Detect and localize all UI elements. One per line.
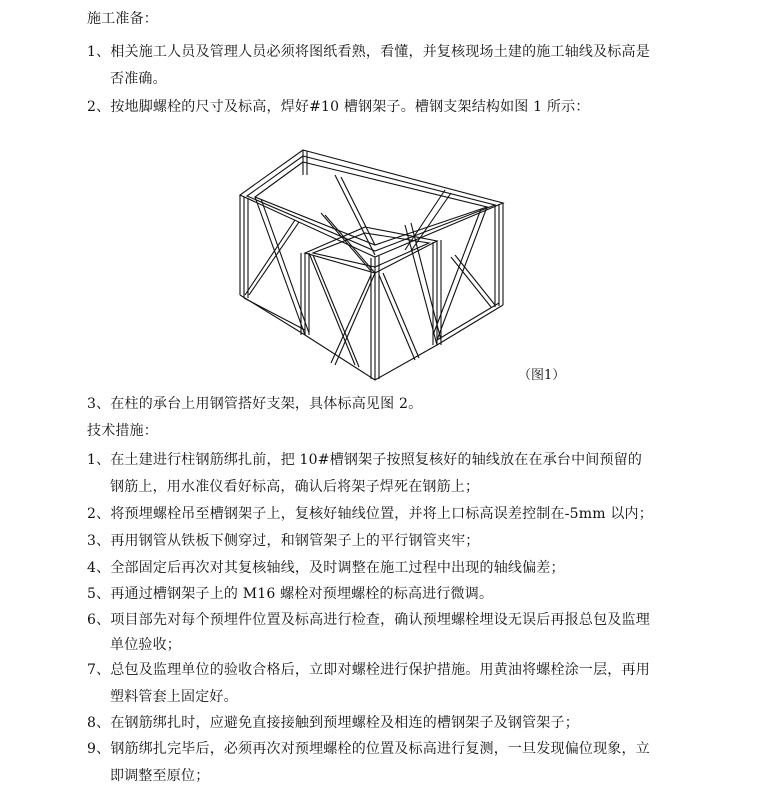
measure-item-1 (87, 451, 642, 469)
measure-item-3 (87, 532, 480, 550)
measure-item-8 (87, 714, 579, 732)
item-number: 9、 (87, 741, 111, 757)
item-number: 1、 (87, 452, 111, 468)
measure-item-2 (87, 505, 653, 523)
item-number: 7、 (87, 662, 111, 678)
item-number: 1、 (87, 44, 111, 60)
prep-item-2 (87, 98, 590, 116)
section-heading-technical-measures: 技术措施： (87, 423, 158, 439)
measure-item-6 (87, 611, 650, 629)
channel-steel-bracket-figure (225, 145, 525, 390)
measure-item-7 (87, 661, 650, 679)
measure-item-7-continuation: 塑料管套上固定好。 (110, 689, 238, 705)
measure-item-4 (87, 559, 565, 577)
figure-caption: （图1） (518, 368, 566, 383)
item-number: 6、 (87, 612, 111, 628)
item-text: 在土建进行柱钢筋绑扎前，把 10#槽钢架子按照复核好的轴线放在在承台中间预留的 (110, 452, 643, 468)
item-text: 钢筋绑扎完毕后，必须再次对预埋螺栓的位置及标高进行复测，一旦发现偏位现象，立 (110, 741, 650, 757)
item-text: 再通过槽钢架子上的 M16 螺栓对预埋螺栓的标高进行微调。 (110, 586, 494, 602)
item-number: 3、 (87, 533, 111, 549)
item-number: 2、 (87, 506, 111, 522)
measure-item-9-continuation: 即调整至原位； (110, 768, 210, 784)
item-text: 相关施工人员及管理人员必须将图纸看熟，看懂，并复核现场土建的施工轴线及标高是 (110, 44, 650, 60)
item-number: 4、 (87, 560, 111, 576)
item-number: 8、 (87, 715, 111, 731)
item-text: 全部固定后再次对其复核轴线，及时调整在施工过程中出现的轴线偏差； (110, 560, 565, 576)
item-text: 项目部先对每个预埋件位置及标高进行检查，确认预埋螺栓埋设无误后再报总包及监理 (110, 612, 650, 628)
item-text: 再用钢管从铁板下侧穿过，和钢管架子上的平行钢管夹牢； (110, 533, 480, 549)
measure-item-1-continuation: 钢筋上，用水准仪看好标高，确认后将架子焊死在钢筋上； (110, 479, 480, 495)
item-text: 总包及监理单位的验收合格后，立即对螺栓进行保护措施。用黄油将螺栓涂一层，再用 (110, 662, 650, 678)
item-number: 2、 (87, 99, 111, 115)
prep-item-1 (87, 43, 650, 61)
prep-item-3 (87, 395, 422, 413)
item-number: 5、 (87, 586, 111, 602)
item-text: 在柱的承台上用钢管搭好支架，具体标高见图 2。 (110, 396, 423, 412)
section-heading-preparation: 施工准备： (87, 11, 158, 27)
measure-item-9 (87, 740, 650, 758)
item-number: 3、 (87, 396, 111, 412)
measure-item-5 (87, 585, 493, 603)
item-text: 在钢筋绑扎时，应避免直接接触到预埋螺栓及相连的槽钢架子及钢管架子； (110, 715, 579, 731)
measure-item-6-continuation: 单位验收； (110, 637, 181, 653)
item-text: 按地脚螺栓的尺寸及标高，焊好#10 槽钢架子。槽钢支架结构如图 1 所示： (110, 99, 590, 115)
prep-item-1-continuation: 否准确。 (110, 71, 167, 87)
item-text: 将预埋螺栓吊至槽钢架子上，复核好轴线位置，并将上口标高误差控制在-5mm 以内； (110, 506, 653, 522)
